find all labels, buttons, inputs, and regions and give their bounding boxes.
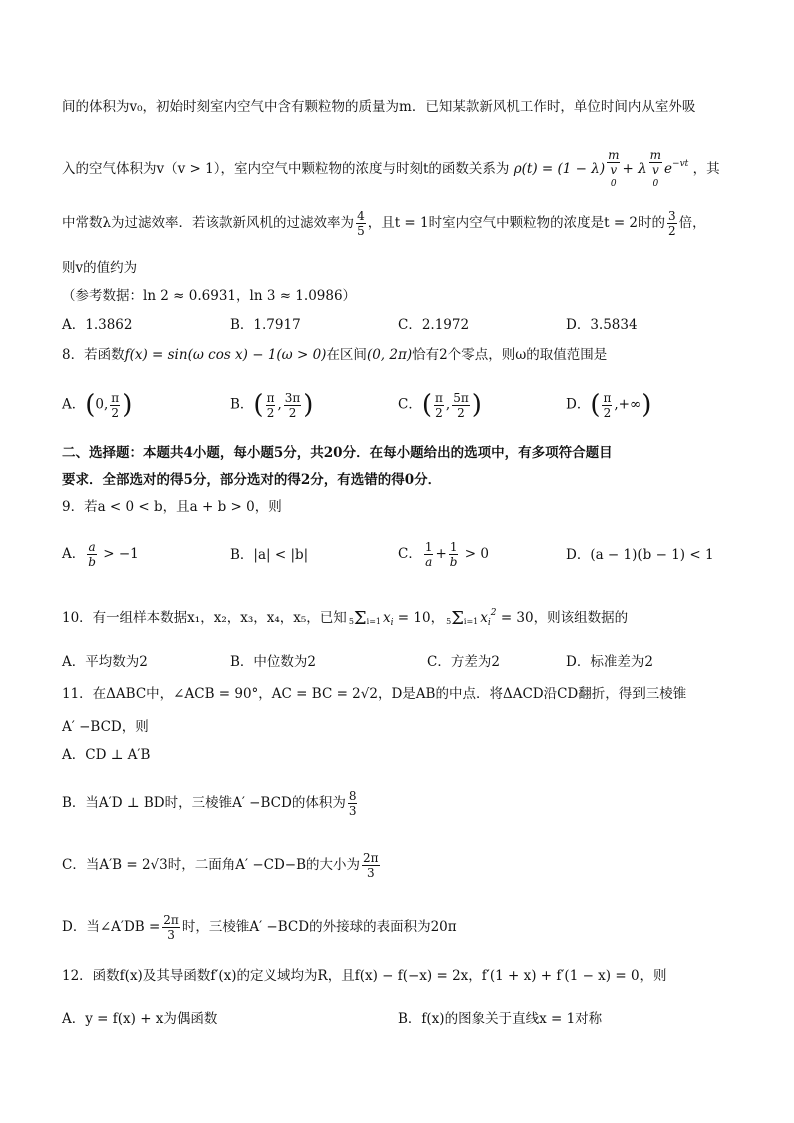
- q7-option-c: C．2.1972: [398, 317, 470, 333]
- q7-option-d: D．3.5834: [566, 317, 638, 333]
- q11-stem1: 11．在ΔABC中，∠ACB = 90°，AC = BC = 2√2，D是AB的中点．将ΔACD沿CD翻折，得到三棱锥: [62, 686, 687, 702]
- section2-title-line1: 二、选择题：本题共4小题，每小题5分，共20分．在每小题给出的选项中，有多项符合题目: [62, 445, 613, 461]
- q8-stem-b: 在区间: [326, 347, 367, 363]
- q8-stem-a: 8．若函数: [62, 347, 125, 363]
- q7-option-a: A．1.3862: [62, 317, 133, 333]
- q12-option-b: B．f(x)的图象关于直线x = 1对称: [398, 1011, 603, 1027]
- q10-option-a: A．平均数为2: [62, 654, 148, 670]
- q7-reference: （参考数据：ln 2 ≈ 0.6931，ln 3 ≈ 1.0986）: [62, 288, 357, 304]
- q9-option-c: C． $\frac{1}{a}$ + $\frac{1}{b}$ > 0: [398, 540, 489, 569]
- q9-option-d: D．(a − 1)(b − 1) < 1: [566, 547, 714, 563]
- q8-interval: (0, 2π): [366, 347, 413, 363]
- q11-option-d: D．当∠A′DB = $\frac{2\pi}{3}$ 时，三棱锥A′ −BCD的外接球的表面积为20π: [62, 913, 457, 942]
- q10-option-d: D．标准差为2: [566, 654, 653, 670]
- q7-line2-tail: ，其: [692, 161, 720, 177]
- q7-line3-tail: 倍，: [678, 215, 706, 231]
- q8-option-b: B．( $\frac{\pi}{2}$ , $\frac{3\pi}{2}$ ): [230, 390, 314, 420]
- q8-option-a: A．(0, $\frac{\pi}{2}$ ): [62, 390, 133, 420]
- q9-stem: 9．若a < 0 < b，且a + b > 0，则: [62, 499, 282, 515]
- q9-option-a: A． $\frac{a}{b}$ > −1: [62, 540, 139, 569]
- q10-option-c: C．方差为2: [427, 654, 500, 670]
- q8-function: f(x) = sin(ω cos x) − 1(ω > 0): [124, 347, 327, 363]
- q7-line3-mid: ，且t = 1时室内空气中颗粒物的浓度是t = 2时的: [367, 215, 666, 231]
- q11-stem2: A′ −BCD，则: [62, 719, 149, 735]
- q7-line3: [62, 209, 754, 238]
- q8-option-d: D．( $\frac{\pi}{2}$ ,+∞): [566, 390, 652, 420]
- q7-line2-text: 入的空气体积为v（v > 1），室内空气中颗粒物的浓度与时刻t的函数关系为: [62, 161, 510, 177]
- q7-option-b: B．1.7917: [230, 317, 301, 333]
- q7-line2: [62, 148, 754, 191]
- q11-option-c: C．当A′B = 2√3时，二面角A′ −CD−B的大小为 $\frac{2\pi}{3}$: [62, 851, 379, 880]
- section2-title-line2: 要求．全部选对的得5分，部分选对的得2分，有选错的得0分．: [62, 472, 442, 488]
- q7-formula: ρ(t) = (1 − λ) m v 0 + λ m v 0 $e^{-vt}$: [513, 148, 689, 189]
- q9-option-b: B．|a| < |b|: [230, 547, 309, 563]
- frac-3-2: $\frac{3}{2}$: [668, 209, 676, 238]
- q7-line1: 间的体积为v₀，初始时刻室内空气中含有颗粒物的质量为m．已知某款新风机工作时，单位时间内从室外吸: [62, 99, 696, 115]
- q8-option-c: C．( $\frac{\pi}{2}$ , $\frac{5\pi}{2}$ ): [398, 390, 482, 420]
- q11-option-b: B．当A′D ⊥ BD时，三棱锥A′ −BCD的体积为 $\frac{8}{3}$: [62, 789, 357, 818]
- q8-stem-c: 恰有2个零点，则ω的取值范围是: [412, 347, 608, 363]
- q10-stem-b: ，则该组数据的: [533, 610, 629, 626]
- q8-stem: [62, 345, 754, 365]
- frac-4-5: $\frac{4}{5}$: [357, 209, 365, 238]
- q11-option-a: A．CD ⊥ A′B: [62, 747, 151, 763]
- q12-stem: 12．函数f(x)及其导函数f′(x)的定义域均为R，且f(x) − f(−x) = 2x，f′(1 + x) + f′(1 − x) = 0，则: [62, 968, 667, 984]
- q10-stem: 10．有一组样本数据x₁，x₂，x₃，x₄，x₅，已知 5Σi=1 $x_i = 10$， 5Σi=1 $x_i^2 = 30$，则该组数据的: [62, 607, 629, 629]
- q10-option-b: B．中位数为2: [230, 654, 317, 670]
- q12-option-a: A．y = f(x) + x为偶函数: [62, 1011, 218, 1027]
- q7-line4: 则v的值约为: [62, 260, 138, 276]
- q7-line3-text: 中常数λ为过滤效率．若该款新风机的过滤效率为: [62, 215, 355, 231]
- q10-stem-a: 10．有一组样本数据x₁，x₂，x₃，x₄，x₅，已知: [62, 610, 347, 626]
